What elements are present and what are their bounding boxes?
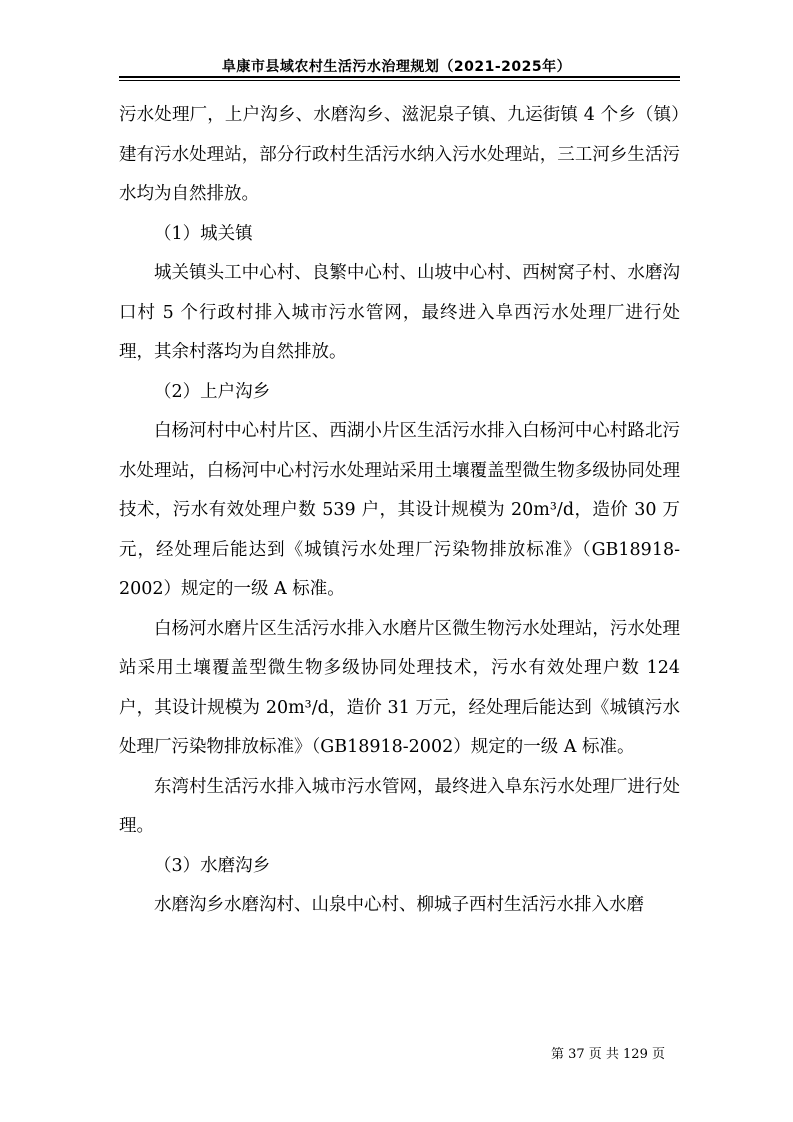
document-body	[119, 96, 680, 926]
page-header-title: 阜康市县域农村生活污水治理规划（2021-2025年）	[221, 59, 572, 75]
page-number-footer: 第 37 页 共 129 页	[550, 1047, 665, 1062]
section-heading-shanghugou: （2）上户沟乡	[154, 381, 271, 402]
header-rule-thick	[119, 76, 680, 78]
paragraph-continued: 污水处理厂，上户沟乡、水磨沟乡、滋泥泉子镇、九运街镇 4 个乡（镇）建有污水处理站，部分行政村生活污水纳入污水处理站，三工河乡生活污水均为自然排放。	[119, 105, 680, 204]
section-heading-shuimogou: （3）水磨沟乡	[154, 855, 271, 876]
paragraph-chengguan: 城关镇头工中心村、良繁中心村、山坡中心村、西树窝子村、水磨沟口村 5 个行政村排入城市污水管网，最终进入阜西污水处理厂进行处理，其余村落均为自然排放。	[119, 263, 680, 362]
paragraph-baiyanghe-shuimo: 白杨河水磨片区生活污水排入水磨片区微生物污水处理站，污水处理站采用土壤覆盖型微生物多级协同处理技术，污水有效处理户数 124 户，其设计规模为 20m³/d，造价 31 万元，经处理后能达到《城镇污水处理厂污染物排放标准》（GB18918-2002）规定的一级 A 标准。	[119, 618, 680, 757]
header-rule-thin	[119, 80, 680, 81]
paragraph-shuimogou: 水磨沟乡水磨沟村、山泉中心村、柳城子西村生活污水排入水磨	[154, 895, 644, 915]
section-heading-chengguan: （1）城关镇	[154, 223, 253, 244]
paragraph-baiyanghe-center: 白杨河村中心村片区、西湖小片区生活污水排入白杨河中心村路北污水处理站，白杨河中心村污水处理站采用土壤覆盖型微生物多级协同处理技术，污水有效处理户数 539 户，其设计规模为 20m³/d，造价 30 万元，经处理后能达到《城镇污水处理厂污染物排放标准》（GB18918-2002）规定的一级 A 标准。	[119, 421, 680, 599]
paragraph-dongwan: 东湾村生活污水排入城市污水管网，最终进入阜东污水处理厂进行处理。	[119, 776, 680, 836]
